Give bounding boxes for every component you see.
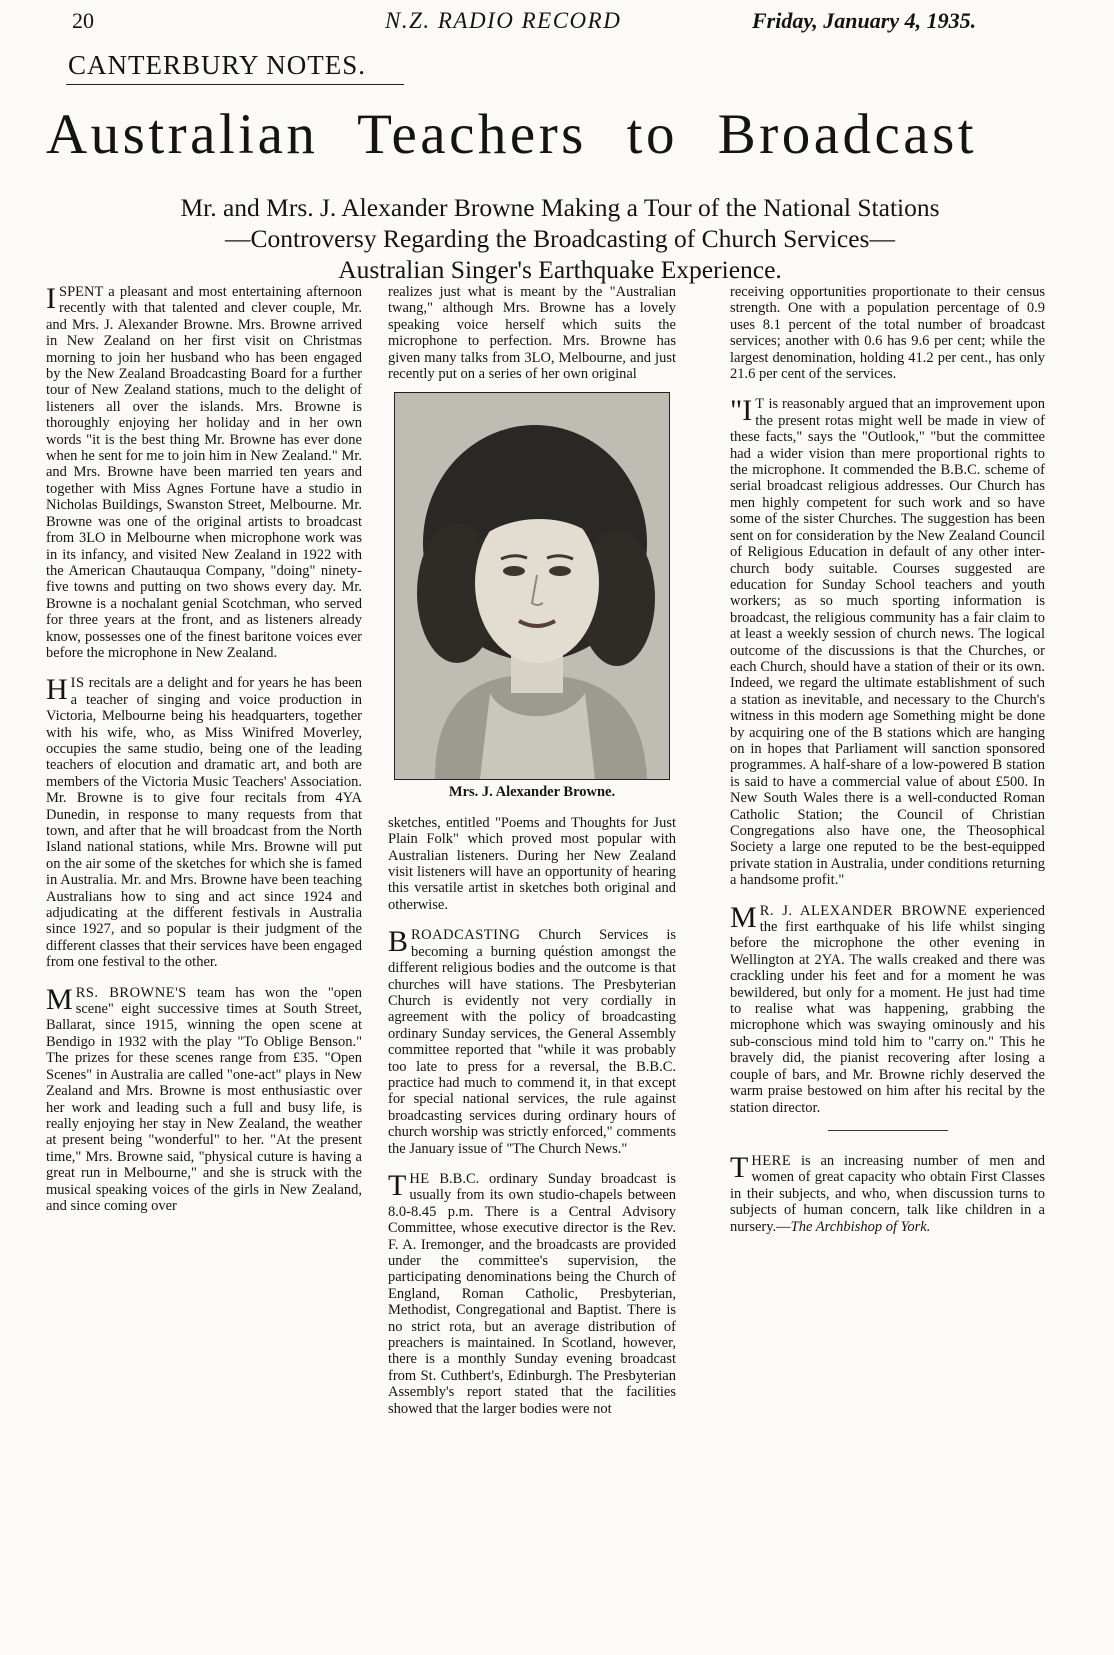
paragraph-text: B.B.C. ordinary Sunday broadcast is usually from its own studio-chapels between 8.0-8.45 p.m. There is a Central Advisory Committee, whose executive director is the Rev. F. A. Iremonger, and the broadcasts are provided under the committee's supervision, the participating denominations being the Church of England, Roman Catholic, Presbyterian, Methodist, Congregational and Baptist. There is no strict rota, but an average distribution of preachers is maintained. In Scotland, however, there is a monthly Sunday evening broadcast from St. Cuthbert's, Edinburgh. The Presbyterian Assembly's report stated that the facilities showed that the larger bodies were not bbox=[388, 1170, 676, 1417]
drop-cap: B bbox=[388, 925, 409, 959]
deck-line: —Controversy Regarding the Broadcasting of Church Services— bbox=[225, 224, 895, 253]
paragraph-text: is an increasing number of men and women of great capacity who obtain First Classes in their subjects, and who, when discussion turns to subjects of human concern, talk like children in a nursery.— bbox=[730, 1152, 1045, 1235]
article-column-2 bbox=[388, 284, 676, 1431]
lead-in: ROADCASTING bbox=[411, 927, 521, 944]
lead-in: HERE bbox=[751, 1152, 792, 1169]
section-label: CANTERBURY NOTES. bbox=[68, 50, 367, 80]
article-column-3 bbox=[730, 284, 1045, 1249]
paragraph bbox=[46, 982, 362, 1215]
lead-in: R. J. ALEXANDER BROWNE bbox=[759, 902, 968, 919]
lead-in: IS bbox=[70, 675, 85, 692]
lead-in: T bbox=[755, 396, 765, 413]
paragraph-text: is reasonably argued that an improvement upon the present rotas might well be made in view of these facts," says the "Outlook," "but the committee had a wider vision than mere proportional rights to the microphone. It commended the B.B.C. scheme of serial broadcast religious addresses. Our Church has men highly competent for such work and so have some of the sister Churches. The suggestion has been sent on for consideration by the New Zealand Council of Religious Education in default of any other inter-church body suitable. Courses suggested are education for Sunday School teachers and youth workers; as so much sporting information is broadcast, the religious community has a fair claim to at least a weekly session of church news. The logical outcome of the discussions is that the Churches, or each Church, should have a station of their or its own. Indeed, we regard the ultimate establishment of such a station as inevitable, and necessary to the Church's witness in this modern age Something might be done by acquiring one of the B stations which are hanging on in hopes that Parliament will sanction sponsored programmes. A half-share of a low-powered B station is said to have a commercial value of about £500. In New South Wales there is a well-conducted Roman Catholic Station; the Council of Christian Congregations also have one, the Theosophical Society a large one reputed to be the best-equipped private station in Australia, under conditions returning a handsome profit." bbox=[730, 396, 1045, 889]
paragraph-text: recitals are a delight and for years he has been a teacher of singing and voice production in Victoria, Melbourne being his headquarters, together with his wife, who, as Miss Winifred Moverley, occupies the same studio, being one of the leading teachers of elocution and dramatic art, and both are members of the Victoria Music Teachers' Association. Mr. Browne is to give four recitals from 4YA Dunedin, in response to many requests from that town, and after that he will broadcast from the North Island national stations, while Mrs. Browne will put on the air some of the sketches for which she is famed in Australia. Mr. and Mrs. Browne have been teaching Australians how to sing and act since 1924 and adjudicating at the different festivals in Australia since 1927, and so popular is their judgment of the different classes that their services have been engaged from one festival to the other. bbox=[46, 675, 362, 971]
paragraph-text: SPENT a pleasant and most entertaining afternoon recently with that talented and clever couple, Mr. and Mrs. J. Alexander Browne. Mrs. Browne arrived in New Zealand on her first visit on Christmas morning to join her husband who has been engaged by the New Zealand Broadcasting Board for a further tour of New Zealand stations, much to the delight of listeners all over the islands. Mrs. Browne is thoroughly enjoying her holiday and in her own words "it is the best thing Mr. Browne has ever done when he sent for me to join him in New Zealand." Mr. and Mrs. Browne have been married ten years and together with Miss Agnes Fortune have a studio in Nicholas Buildings, Swanston Street, Melbourne. Mr. Browne was one of the original artists to broadcast from 3LO in Melbourne when microphone work was in its infancy, and visited New Zealand in 1922 with the American Chautauqua Company, "doing" ninety-five towns and putting on two shows every day. Mr. Browne is a nochalant genial Scotchman, who served for three years at the front, and as listeners already know, possesses one of the finest baritone voices ever before the microphone in New Zealand. bbox=[46, 284, 362, 661]
paragraph: receiving opportunities proportionate to their census strength. One with a population percentage of 0.9 uses 8.1 percent of the total number of broadcast services; another with 0.6 has 9.6 per cent; while the largest denomination, holding 41.2 per cent., has only 21.6 per cent of the services. bbox=[730, 284, 1045, 383]
paragraph bbox=[46, 675, 362, 970]
issue-date: Friday, January 4, 1935. bbox=[752, 8, 977, 33]
drop-cap: H bbox=[46, 673, 68, 707]
drop-cap: T bbox=[730, 1150, 749, 1184]
deck-line: Mr. and Mrs. J. Alexander Browne Making a Tour of the National Stations bbox=[180, 193, 940, 222]
paragraph-text: team has won the "open scene" eight successive times at South Street, Ballarat, since 1915, winning the open scene at Bendigo in 1932 with the play "To Oblige Benson." The prizes for these scenes range from £35. "Open Scenes" in Australia are called "one-act" plays in New Zealand and Mrs. Browne is most enthusiastic over her work and leading such a full and busy life, is really enjoying her stay in New Zealand, the weather at present being "wonderful" to her. "At the present time," Mrs. Browne said, "physical cuture is having a great run in Melbourne," and she is struck with the musical speaking voices of the girls in New Zealand, and since coming over bbox=[46, 984, 362, 1214]
deck bbox=[80, 192, 1040, 285]
drop-cap: M bbox=[730, 900, 757, 934]
photo-caption: Mrs. J. Alexander Browne. bbox=[448, 784, 616, 801]
paragraph bbox=[730, 396, 1045, 888]
section-rule bbox=[66, 84, 404, 85]
drop-cap: M bbox=[46, 982, 73, 1016]
paragraph bbox=[46, 284, 362, 661]
paragraph-text: experienced the first earthquake of his life whilst singing before the microphone the other evening in Wellington at 2YA. The walls creaked and there was crackling under his feet and for a moment he was bewildered, but only for a moment. He just had time to realise what was happening, grabbing the microphone which was swaying ominously and his sub-conscious mind told him to "carry on." This he bravely did, the pianist recovering after losing a couple of bars, and Mr. Browne richly deserved the warm praise bestowed on him after his recital by the station director. bbox=[730, 902, 1045, 1116]
drop-cap: T bbox=[388, 1168, 407, 1202]
deck-line: Australian Singer's Earthquake Experience. bbox=[338, 255, 782, 284]
paragraph bbox=[388, 1168, 676, 1417]
drop-cap: I bbox=[46, 282, 56, 315]
running-head bbox=[0, 8, 1114, 40]
portrait-photo bbox=[394, 392, 670, 780]
drop-cap: "I bbox=[730, 394, 753, 428]
paragraph: realizes just what is meant by the "Australian twang," although Mrs. Browne has a lovely speaking voice herself which suits the microphone to perfection. Mrs. Browne has given many talks from 3LO, Melbourne, and just recently put on a series of her own original bbox=[388, 284, 676, 383]
portrait-image bbox=[395, 393, 670, 779]
quote-attribution: The Archbishop of York. bbox=[790, 1218, 931, 1235]
lead-in: RS. BROWNE'S bbox=[75, 984, 187, 1001]
page-number: 20 bbox=[72, 8, 94, 33]
paragraph-text: Church Services is becoming a burning quéstion amongst the different religious bodies and the outcome is that churches will have stations. The Presbyterian Church is evidently not very cordially in agreement with the policy of broadcasting ordinary Sunday services, the General Assembly committee reported that "while it was probably too late to press for a reversal, the B.B.C. practice had much to commend it, in that except for special national services, the rule against broadcasting services during ordinary hours of church worship was strictly enforced," comments the January issue of "The Church News." bbox=[388, 927, 676, 1157]
article-column-1 bbox=[46, 284, 362, 1228]
paragraph bbox=[388, 927, 676, 1157]
column-divider-rule bbox=[828, 1130, 948, 1131]
paragraph: sketches, entitled "Poems and Thoughts for Just Plain Folk" which proved most popular with Australian listeners. During her New Zealand visit listeners will have an opportunity of hearing this versatile artist in sketches both original and otherwise. bbox=[388, 814, 676, 913]
publication-name: N.Z. RADIO RECORD bbox=[385, 8, 622, 33]
headline: Australian Teachers to Broadcast bbox=[46, 103, 978, 166]
paragraph bbox=[730, 1150, 1045, 1235]
paragraph bbox=[730, 900, 1045, 1116]
lead-in: HE bbox=[409, 1170, 430, 1187]
